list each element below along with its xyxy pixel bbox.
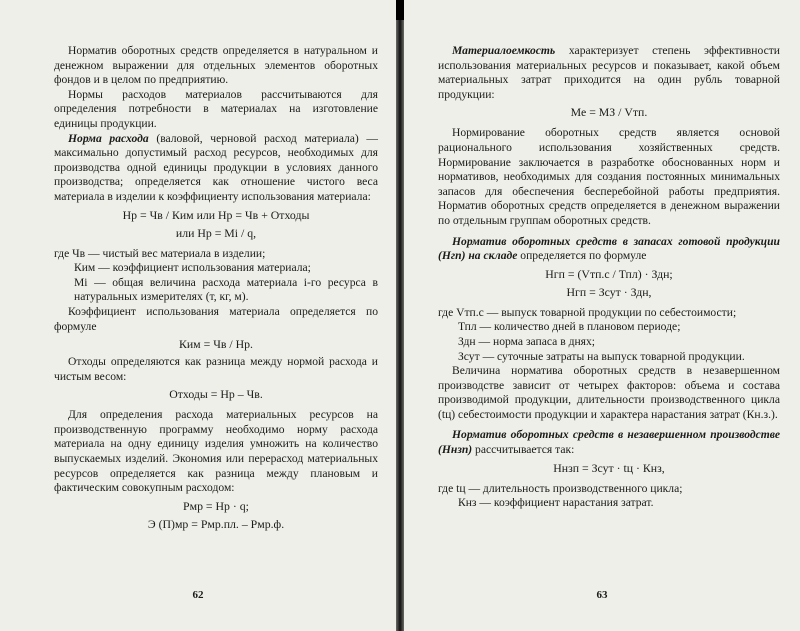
- paragraph: [438, 428, 780, 457]
- paragraph: Норматив оборотных средств определяется в натуральном и денежном выражении для отдельных элементов оборотных фондов и в целом по предприятию.: [54, 44, 378, 87]
- page-number: 62: [192, 589, 204, 601]
- formula: Ме = МЗ / Vтп.: [570, 105, 648, 120]
- term: Норматив оборотных средств в незавершенном производстве (Ннзп): [438, 428, 780, 457]
- paragraph-text: рассчитывается так:: [472, 443, 575, 457]
- formula: Отходы = Нр – Чв.: [169, 387, 263, 402]
- formula: Ннзп = Зсут · tц · Кнз,: [553, 460, 665, 475]
- term: Материалоемкость: [452, 44, 556, 57]
- definition: Mi — общая величина расхода материала i-го ресурса в натуральных измерителях (т, кг, м).: [74, 275, 378, 304]
- paragraph-text: характеризует степень эффективности использования материальных ресурсов и показывает, какой объем материальных затрат приходится на один рубль товарной продукции:: [438, 44, 780, 101]
- paragraph: Отходы определяются как разница между нормой расхода и чистым весом:: [54, 355, 378, 383]
- formula: Нгп = (Vтп.с / Тпл) · Здн;: [545, 266, 673, 281]
- definition: Здн — норма запаса в днях;: [458, 334, 596, 348]
- definition: где Vтп.с — выпуск товарной продукции по себестоимости;: [438, 305, 737, 319]
- formula: Э (П)мр = Рмр.пл. – Рмр.ф.: [147, 516, 285, 531]
- paragraph: Для определения расхода материальных ресурсов на производственную программу необходимо норму расхода материала на одну единицу изделия умножить на количество выпускаемых изделий. Экономия или перерасход материальных ресурсов определяется как разница между плановым и фактическим совокупным расходом:: [54, 408, 378, 495]
- definition: Ким — коэффициент использования материала;: [74, 261, 311, 275]
- paragraph: Величина норматива оборотных средств в незавершенном производстве зависит от четырех факторов: объема и состава производимой продукции, длительности производственного цикла (tц) себестоимости продукции и характера нарастания затрат (Кн.з.).: [438, 364, 780, 421]
- definition: где Чв — чистый вес материала в изделии;: [54, 246, 266, 260]
- right-page: [404, 0, 800, 631]
- definition: Кнз — коэффициент нарастания затрат.: [458, 496, 654, 510]
- paragraph: Нормы расходов материалов рассчитываются для определения потребности в материалах на изготовление единицы продукции.: [54, 87, 378, 130]
- paragraph: [54, 132, 378, 205]
- paragraph: Коэффициент использования материала определяется по формуле: [54, 304, 378, 333]
- left-page: [0, 0, 396, 631]
- page-number: 63: [596, 589, 608, 601]
- formula: Ким = Чв / Нр.: [179, 337, 253, 352]
- formula: или Нр = Mi / q,: [175, 225, 257, 240]
- definition: где tц — длительность производственного цикла;: [438, 481, 683, 495]
- term: Норма расхода: [68, 131, 149, 145]
- formula: Рмр = Нр · q;: [183, 498, 249, 513]
- definition: Тпл — количество дней в плановом периоде;: [458, 320, 681, 334]
- paragraph-text: (валовой, черновой расход материала) — максимально допустимый расход ресурсов, необходимых для производства одной единицы продукции в условиях данного производства; определяется как отношение чистого веса материала в изделии к коэффициенту использования материала:: [54, 131, 378, 203]
- formula: Нр = Чв / Ким или Нр = Чв + Отходы: [122, 207, 310, 222]
- paragraph: Нормирование оборотных средств является основой рационального использования хозяйственных средств. Нормирование заключается в разработке обоснованных норм и нормативов, необходимых для создания постоянных минимальных запасов для обеспечения бесперебойной работы предприятия. Норматив оборотных средств определяется в денежном выражении по отдельным группам оборотных средств.: [438, 126, 780, 227]
- formula: Нгп = Зсут · Здн,: [566, 284, 652, 299]
- paragraph: [438, 44, 780, 102]
- paragraph: [438, 235, 780, 264]
- book-gutter: [396, 0, 404, 631]
- binding-shadow: [396, 0, 404, 20]
- term: Норматив оборотных средств в запасах готовой продукции (Нгп) на складе: [438, 234, 780, 263]
- paragraph-text: определяется по формуле: [517, 249, 647, 263]
- definition: Зсут — суточные затраты на выпуск товарной продукции.: [458, 349, 745, 363]
